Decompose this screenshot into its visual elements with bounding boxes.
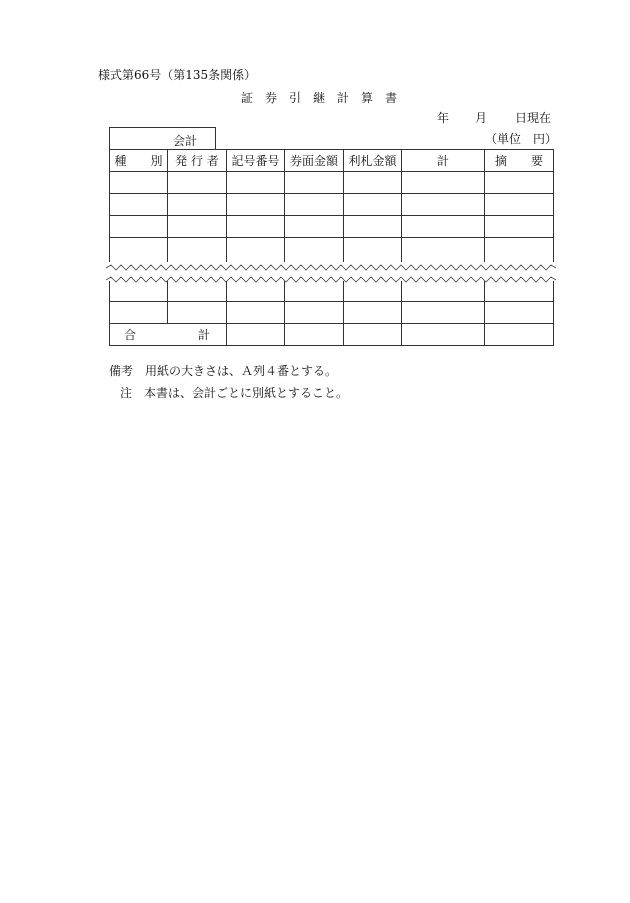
table-cell	[168, 238, 227, 262]
table-cell	[110, 172, 168, 194]
table-cell	[285, 238, 344, 262]
table-cell	[168, 194, 227, 216]
col-header-coupon-amount: 利札金額	[344, 150, 402, 172]
table-cell	[344, 238, 402, 262]
table-cell	[402, 172, 485, 194]
table-row	[110, 238, 554, 262]
table-cell	[402, 194, 485, 216]
total-label-1: 合	[124, 327, 137, 342]
table-cell	[344, 301, 402, 323]
col-header-total: 計	[402, 150, 485, 172]
table-row	[110, 216, 554, 238]
table-break-wave-top	[106, 264, 556, 272]
col-header-issuer: 発 行 者	[168, 150, 227, 172]
table-cell	[168, 281, 227, 301]
total-label-2: 計	[197, 327, 210, 342]
securities-table-upper	[109, 149, 554, 262]
table-cell	[227, 194, 285, 216]
table-cell	[227, 216, 285, 238]
table-cell	[168, 301, 227, 323]
table-cell	[402, 238, 485, 262]
table-cell	[344, 216, 402, 238]
table-cell	[110, 194, 168, 216]
date-month: 月	[475, 111, 488, 125]
table-cell	[485, 301, 554, 323]
table-row	[110, 301, 554, 323]
table-cell	[110, 238, 168, 262]
unit-label: （単位 円）	[485, 132, 558, 146]
table-row	[110, 172, 554, 194]
table-cell	[344, 323, 402, 345]
table-cell	[344, 194, 402, 216]
securities-table-lower	[109, 281, 554, 346]
table-cell	[285, 301, 344, 323]
table-cell	[485, 172, 554, 194]
table-cell	[110, 281, 168, 301]
note-remarks: 備考 用紙の大きさは、Ａ列４番とする。	[109, 364, 338, 378]
col-header-remarks: 摘 要	[485, 150, 554, 172]
account-box	[109, 127, 216, 149]
table-cell	[485, 323, 554, 345]
table-cell	[485, 194, 554, 216]
table-cell	[402, 301, 485, 323]
col-header-serial-number: 記号番号	[227, 150, 285, 172]
total-row	[110, 323, 554, 345]
table-cell	[402, 216, 485, 238]
table-cell	[227, 323, 285, 345]
date-day: 日現在	[515, 111, 552, 125]
form-number: 様式第66号（第135条関係）	[98, 68, 257, 82]
col-header-type: 種 別	[110, 150, 168, 172]
table-cell	[227, 281, 285, 301]
table-cell	[344, 281, 402, 301]
table-cell	[168, 172, 227, 194]
table-row	[110, 194, 554, 216]
table-cell	[110, 216, 168, 238]
date-year: 年	[437, 111, 450, 125]
table-cell	[485, 238, 554, 262]
table-row	[110, 281, 554, 301]
table-cell	[227, 172, 285, 194]
table-cell	[285, 323, 344, 345]
table-cell	[485, 216, 554, 238]
table-cell	[285, 172, 344, 194]
table-header-row	[110, 150, 554, 172]
table-cell	[402, 281, 485, 301]
total-label	[110, 323, 227, 345]
table-cell	[227, 301, 285, 323]
table-cell	[402, 323, 485, 345]
table-cell	[285, 216, 344, 238]
document-title: 証 券 引 継 計 算 書	[241, 91, 398, 105]
as-of-date	[437, 109, 551, 126]
table-cell	[285, 281, 344, 301]
note-caution: 注 本書は、会計ごとに別紙とすること。	[120, 386, 349, 400]
table-cell	[485, 281, 554, 301]
col-header-face-value: 券面金額	[285, 150, 344, 172]
table-cell	[227, 238, 285, 262]
account-label: 会計	[172, 134, 197, 148]
table-cell	[285, 194, 344, 216]
table-cell	[168, 216, 227, 238]
table-cell	[110, 301, 168, 323]
table-cell	[344, 172, 402, 194]
